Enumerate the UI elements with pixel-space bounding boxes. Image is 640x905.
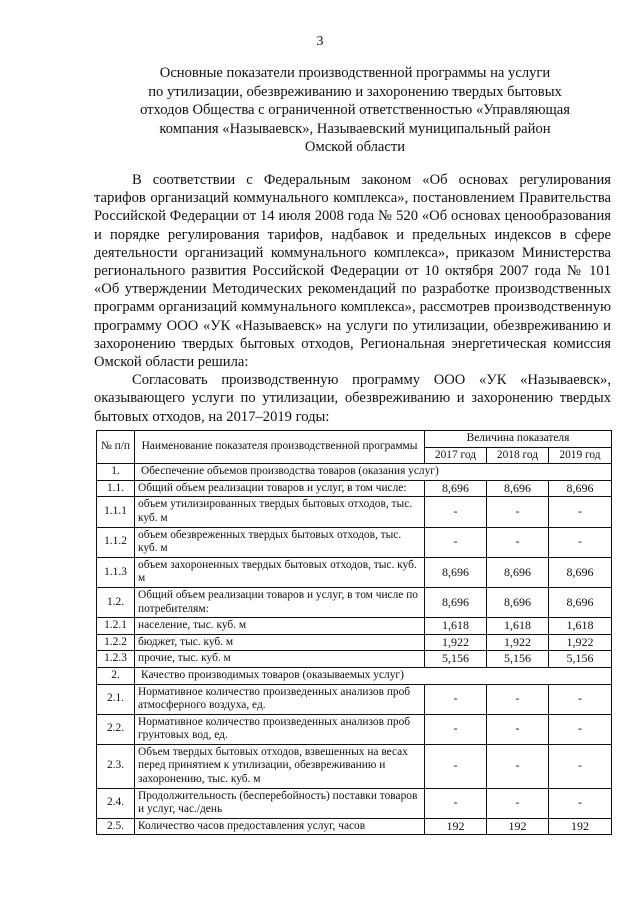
row-value-2019: -: [549, 527, 612, 557]
row-number: 1.: [97, 464, 135, 481]
table-row: [97, 497, 612, 527]
row-value-2019: 1,618: [549, 618, 612, 635]
table-row: [97, 684, 612, 714]
row-number: 1.2.2: [97, 634, 135, 651]
table-body: [97, 464, 612, 835]
row-value-2018: -: [487, 788, 549, 818]
row-name: Общий объем реализации товаров и услуг, в том числе по потребителям:: [135, 587, 425, 617]
title-line: Основные показатели производственной программы на услуги: [159, 65, 551, 81]
row-value-2019: -: [549, 684, 612, 714]
row-value-2019: 1,922: [549, 634, 612, 651]
row-number: 1.2.3: [97, 651, 135, 668]
table-row: [97, 714, 612, 744]
row-number: 1.1.1: [97, 497, 135, 527]
row-number: 1.1.3: [97, 557, 135, 587]
indicators-table: [96, 430, 612, 835]
row-number: 2.5.: [97, 818, 135, 835]
row-value-2019: 8,696: [549, 587, 612, 617]
row-number: 2.: [97, 667, 135, 684]
paragraph-decision: Согласовать производственную программу ООО «УК «Называевск», оказывающего услуги по утилизации, обезвреживанию и захоронению твердых бытовых отходов, на 2017–2019 годы:: [94, 372, 611, 425]
row-value-2017: -: [425, 684, 487, 714]
row-value-2018: 5,156: [487, 651, 549, 668]
row-value-2019: -: [549, 744, 612, 788]
row-name: население, тыс. куб. м: [135, 618, 425, 635]
table-row: [97, 634, 612, 651]
row-value-2017: -: [425, 714, 487, 744]
row-number: 1.2.1: [97, 618, 135, 635]
row-value-2019: 8,696: [549, 557, 612, 587]
table-row: [97, 651, 612, 668]
row-value-2017: -: [425, 788, 487, 818]
document-title: [140, 64, 570, 157]
row-value-2018: -: [487, 744, 549, 788]
row-value-2017: -: [425, 527, 487, 557]
table-row: [97, 818, 612, 835]
table-row: [97, 618, 612, 635]
row-name: Обеспечение объемов производства товаров (оказания услуг): [135, 464, 612, 481]
row-name: Нормативное количество произведенных анализов проб атмосферного воздуха, ед.: [135, 684, 425, 714]
row-name: объем утилизированных твердых бытовых отходов, тыс. куб. м: [135, 497, 425, 527]
row-value-2017: -: [425, 497, 487, 527]
row-value-2018: -: [487, 527, 549, 557]
table-section-row: [97, 667, 612, 684]
header-year: 2019 год: [549, 447, 612, 464]
header-num: № п/п: [97, 431, 135, 464]
title-line: компания «Называевск», Называевский муниципальный район: [159, 120, 551, 137]
row-value-2017: 1,922: [425, 634, 487, 651]
row-name: Качество производимых товаров (оказываемых услуг): [135, 667, 612, 684]
row-value-2018: 1,618: [487, 618, 549, 635]
row-name: прочие, тыс. куб. м: [135, 651, 425, 668]
row-name: Объем твердых бытовых отходов, взвешенных на весах перед принятием к утилизации, обезвреживанию и захоронению, тыс. куб. м: [135, 744, 425, 788]
row-value-2019: -: [549, 497, 612, 527]
header-name: Наименование показателя производственной программы: [135, 431, 425, 464]
row-value-2018: 192: [487, 818, 549, 835]
header-year: 2017 год: [425, 447, 487, 464]
row-value-2017: 8,696: [425, 480, 487, 497]
table-section-row: [97, 464, 612, 481]
table-row: [97, 587, 612, 617]
table-row: [97, 527, 612, 557]
row-value-2018: 1,922: [487, 634, 549, 651]
row-value-2017: 1,618: [425, 618, 487, 635]
row-value-2019: -: [549, 788, 612, 818]
row-value-2018: 8,696: [487, 587, 549, 617]
row-value-2018: 8,696: [487, 557, 549, 587]
title-line: отходов Общества с ограниченной ответственностью «Управляющая: [140, 102, 570, 119]
table-row: [97, 744, 612, 788]
row-value-2019: 8,696: [549, 480, 612, 497]
page-number: 3: [316, 34, 324, 49]
row-number: 2.2.: [97, 714, 135, 744]
row-value-2018: -: [487, 497, 549, 527]
row-number: 1.2.: [97, 587, 135, 617]
header-year: 2018 год: [487, 447, 549, 464]
table-row: [97, 480, 612, 497]
paragraph-preamble: В соответствии с Федеральным законом «Об основах регулирования тарифов организаций коммунального комплекса», постановлением Правительства Российской Федерации от 14 июля 2008 года № 520 «Об основах ценообразования и порядке регулирования тарифов, надбавок и предельных индексов в сфере деятельности организаций коммунального комплекса», приказом Министерства регионального развития Российской Федерации от 10 октября 2007 года № 101 «Об утверждении Методических рекомендаций по разработке производственных программ организаций коммунального комплекса», рассмотрев производственную программу ООО «УК «Называевск» на услуги по утилизации, обезвреживанию и захоронению твердых бытовых отходов, Региональная энергетическая комиссия Омской области решила:: [94, 172, 611, 371]
row-number: 2.1.: [97, 684, 135, 714]
row-name: объем обезвреженных твердых бытовых отходов, тыс. куб. м: [135, 527, 425, 557]
title-line: Омской области: [304, 139, 406, 156]
row-name: Продолжительность (бесперебойность) поставки товаров и услуг, час./день: [135, 788, 425, 818]
table-row: [97, 557, 612, 587]
row-name: Количество часов предоставления услуг, часов: [135, 818, 425, 835]
row-value-2019: -: [549, 714, 612, 744]
row-name: объем захороненных твердых бытовых отходов, тыс. куб. м: [135, 557, 425, 587]
row-number: 2.4.: [97, 788, 135, 818]
row-value-2019: 5,156: [549, 651, 612, 668]
row-value-2017: 8,696: [425, 587, 487, 617]
row-name: Нормативное количество произведенных анализов проб грунтовых вод, ед.: [135, 714, 425, 744]
row-number: 1.1.2: [97, 527, 135, 557]
row-value-2017: 5,156: [425, 651, 487, 668]
row-number: 1.1.: [97, 480, 135, 497]
row-value-2018: 8,696: [487, 480, 549, 497]
row-value-2017: 192: [425, 818, 487, 835]
title-line: по утилизации, обезвреживанию и захоронению твердых бытовых: [148, 83, 562, 100]
row-value-2018: -: [487, 714, 549, 744]
body-text: [94, 171, 611, 426]
row-value-2018: -: [487, 684, 549, 714]
row-value-2017: 8,696: [425, 557, 487, 587]
row-value-2017: -: [425, 744, 487, 788]
header-value: Величина показателя: [425, 431, 612, 448]
row-name: Общий объем реализации товаров и услуг, в том числе:: [135, 480, 425, 497]
row-number: 2.3.: [97, 744, 135, 788]
row-name: бюджет, тыс. куб. м: [135, 634, 425, 651]
row-value-2019: 192: [549, 818, 612, 835]
table-row: [97, 788, 612, 818]
